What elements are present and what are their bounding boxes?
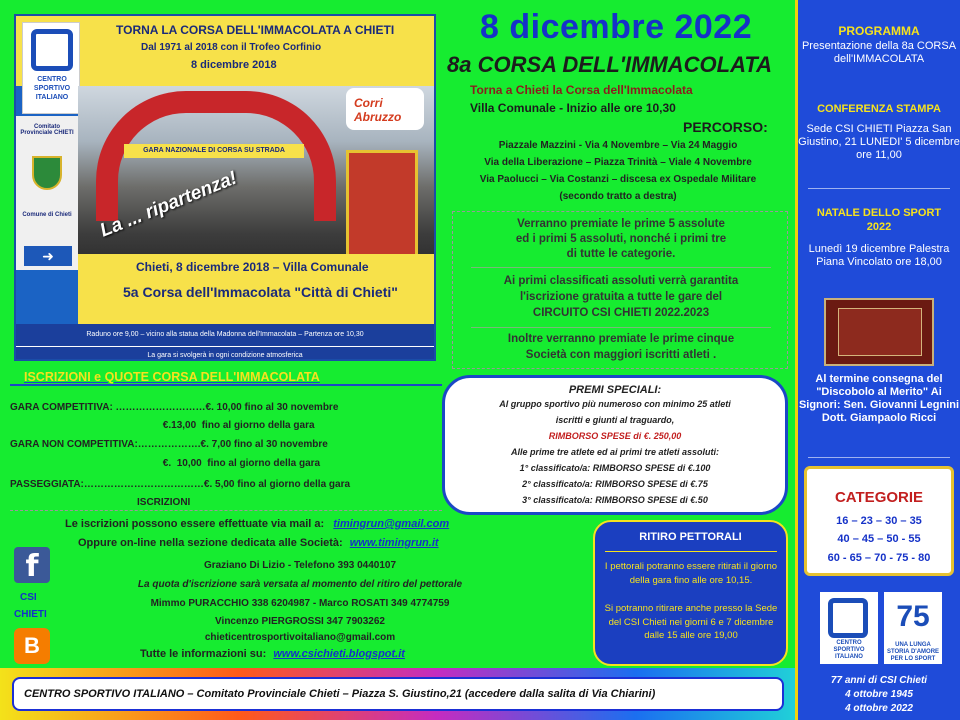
poster-photo <box>14 14 436 361</box>
programma-title: PROGRAMMA <box>838 24 920 38</box>
iscrizioni-subheading: ISCRIZIONI <box>137 497 191 508</box>
contact-email: chieticentrosportivoitaliano@gmail.com <box>204 632 396 643</box>
award-case-lid <box>838 308 922 356</box>
special-line: 1° classificato/a: RIMBORSO SPESE di €.100 <box>519 463 711 473</box>
quota-row: GARA NON COMPETITIVA:……………….€. 7,00 fino al 30 novembre <box>10 439 328 450</box>
right-divider <box>808 457 950 458</box>
prize-line: Inoltre verranno premiate le prime cinque <box>507 333 735 345</box>
categorie-row: 60 - 65 – 70 - 75 - 80 <box>827 552 931 564</box>
anniversary-line: 77 anni di CSI Chieti <box>830 675 928 686</box>
prize-line: ed i primi 5 assoluti, nonché i primi tre <box>515 233 727 245</box>
quota-row: €. 10,00 fino al giorno della gara <box>10 458 321 469</box>
categorie-title: CATEGORIE <box>834 489 924 506</box>
programma-text: Presentazione della 8a CORSA dell'IMMACOLATA <box>801 40 957 65</box>
book-cover-image <box>346 150 418 270</box>
logo-75-anni <box>884 592 942 664</box>
race-tagline: Torna a Chieti la Corsa dell'Immacolata <box>470 83 693 97</box>
logo-75-number: 75 <box>896 600 930 633</box>
special-line: Al gruppo sportivo più numeroso con minimo 25 atleti <box>499 399 731 409</box>
chieti-label: CHIETI <box>14 609 47 620</box>
poster-banner <box>78 254 436 324</box>
award-case-image <box>824 298 934 366</box>
corri-abruzzo-text: Corri Abruzzo <box>354 96 402 124</box>
blogger-icon[interactable]: B <box>14 628 50 664</box>
blog-link[interactable]: www.csichieti.blogspot.it <box>273 648 405 660</box>
special-prizes-box <box>442 375 788 515</box>
contact-line: Vincenzo PIERGROSSI 347 7903262 <box>215 616 385 627</box>
contact-line: Mimmo PURACCHIO 338 6204987 - Marco ROSATI 349 4774759 <box>150 598 450 609</box>
special-line: Alle prime tre atlete ed ai primi tre atleti assoluti: <box>510 447 720 457</box>
prize-line: Società con maggiori iscritti atleti . <box>525 349 717 361</box>
ritiro-divider <box>605 551 777 552</box>
poster-title: TORNA LA CORSA DELL'IMMACOLATA A CHIETI <box>116 23 395 37</box>
categorie-row: 40 – 45 – 50 - 55 <box>837 533 921 545</box>
csi-label: CSI <box>20 592 37 603</box>
online-info <box>78 537 439 549</box>
contact-line: La quota d'iscrizione sarà versata al momento del ritiro del pettorale <box>137 579 463 590</box>
prize-line: di tutte le categorie. <box>566 248 676 260</box>
poster-subtitle: Dal 1971 al 2018 con il Trofeo Corfinio <box>141 42 322 53</box>
right-divider <box>808 188 950 189</box>
csi-logo-small-text: CENTRO SPORTIVO ITALIANO <box>833 640 865 660</box>
online-info-text: Oppure on-line nella sezione dedicata alle Società: <box>78 537 343 549</box>
prize-divider <box>471 267 771 268</box>
footer-address: CENTRO SPORTIVO ITALIANO – Comitato Provinciale Chieti – Piazza S. Giustino,21 (accedere dalla salita di Via Chiarini) <box>12 677 784 711</box>
footer-bar <box>0 668 795 720</box>
csi-logo-small <box>820 592 878 664</box>
prize-line: CIRCUITO CSI CHIETI 2022.2023 <box>532 307 710 319</box>
quota-row: GARA COMPETITIVA: ………………………€. 10,00 fino al 30 novembre <box>10 402 339 413</box>
prize-line: Verranno premiate le prime 5 assolute <box>517 218 725 230</box>
iscrizioni-divider <box>10 510 442 511</box>
anniversary-line: 4 ottobre 1945 <box>845 689 913 700</box>
logo-75-subtitle: UNA LUNGA STORIA D'AMORE PER LO SPORT <box>886 642 940 662</box>
mail-info-text: Le iscrizioni possono essere effettuate via mail a: <box>65 518 325 530</box>
chieti-coat-of-arms-icon <box>32 156 62 190</box>
prizes-box <box>452 211 788 369</box>
route-line: Piazzale Mazzini - Via 4 Novembre – Via 24 Maggio <box>498 140 738 151</box>
csi-c-shape <box>31 29 73 71</box>
special-line: 3° classificato/a: RIMBORSO SPESE di €.50 <box>522 495 708 505</box>
csi-c-shape <box>828 598 868 638</box>
race-venue: Villa Comunale - Inizio alle ore 10,30 <box>470 101 676 115</box>
ritiro-title: RITIRO PETTORALI <box>639 531 742 543</box>
corri-abruzzo-logo <box>346 88 424 130</box>
poster-date: 8 dicembre 2018 <box>191 59 277 71</box>
blog-info <box>140 648 405 660</box>
timingrun-link[interactable]: www.timingrun.it <box>349 537 439 549</box>
prize-divider <box>471 327 771 328</box>
poster-banner-line2: 5a Corsa dell'Immacolata "Città di Chieti" <box>123 284 398 300</box>
event-date: 8 dicembre 2022 <box>480 8 753 46</box>
route-line: (secondo tratto a destra) <box>559 191 677 202</box>
prize-line: l'iscrizione gratuita a tutte le gare del <box>519 291 723 303</box>
blog-info-text: Tutte le informazioni su: <box>140 648 267 660</box>
anniversary-line: 4 ottobre 2022 <box>845 703 913 714</box>
poster-side-panel <box>16 116 78 270</box>
facebook-icon[interactable]: f <box>14 547 50 583</box>
csi-logo <box>22 22 80 114</box>
prize-line: Ai primi classificati assoluti verrà garantita <box>503 275 739 287</box>
route-line: Via della Liberazione – Piazza Trinità – Viale 4 Novembre <box>484 157 752 168</box>
conferenza-title: CONFERENZA STAMPA <box>817 103 941 115</box>
award-text: Al termine consegna del "Discobolo al Merito" Ai Signori: Sen. Giovanni Legnini Dott. Giampaolo Ricci <box>798 373 960 424</box>
contact-line: Graziano Di Lizio - Telefono 393 0440107 <box>203 560 397 571</box>
special-line: iscritti e giunti al traguardo, <box>555 415 675 425</box>
poster-weather-bar: La gara si svolgerà in ogni condizione atmosferica <box>16 346 434 361</box>
mail-link[interactable]: timingrun@gmail.com <box>333 518 450 530</box>
side-label-comitato: Comitato Provinciale CHIETI <box>20 124 74 136</box>
percorso-label: PERCORSO: <box>683 119 768 135</box>
natale-title: NATALE DELLO SPORT 2022 <box>816 207 942 233</box>
quota-row: PASSEGGIATA:………………………………€. 5,00 fino al giorno della gara <box>10 479 351 490</box>
natale-text: Lunedì 19 dicembre Palestra Piana Vincolato ore 18,00 <box>808 243 950 268</box>
arch-banner: GARA NAZIONALE DI CORSA SU STRADA <box>124 144 304 158</box>
quota-row: €.13,00 fino al giorno della gara <box>10 420 315 431</box>
ritiro-text: Si potranno ritirare anche presso la Sede del CSI Chieti nei giorni 6 e 7 dicembre dalle 15 alle ore 19,00 <box>604 603 778 641</box>
race-title: 8a CORSA DELL'IMMACOLATA <box>447 52 773 77</box>
iscrizioni-title: ISCRIZIONI e QUOTE CORSA DELL'IMMACOLATA <box>24 370 320 384</box>
special-prizes-title: PREMI SPECIALI: <box>568 384 662 396</box>
iscrizioni-underline <box>10 384 442 386</box>
special-line: 2° classificato/a: RIMBORSO SPESE di €.75 <box>522 479 708 489</box>
special-line: RIMBORSO SPESE di €. 250,00 <box>548 431 682 441</box>
ritiro-pettorali-box <box>593 520 788 666</box>
side-label-comune: Comune di Chieti <box>22 212 72 218</box>
arrow-right-icon: ➜ <box>24 246 72 266</box>
poster-info-bar: Raduno ore 9,00 – vicino alla statua della Madonna dell'Immacolata – Partenza ore 10,30 <box>16 324 434 346</box>
categorie-box <box>804 466 954 576</box>
poster-banner-line1: Chieti, 8 dicembre 2018 – Villa Comunale <box>136 260 369 274</box>
categorie-row: 16 – 23 – 30 – 35 <box>836 515 922 527</box>
ritiro-text: I pettorali potranno essere ritirati il giorno della gara fino alle ore 10,15. <box>604 561 778 586</box>
mail-info <box>65 518 449 530</box>
poster-slogan: La ... ripartenza! <box>97 167 241 242</box>
right-sidebar <box>795 0 960 720</box>
route-line: Via Paolucci – Via Costanzi – discesa ex Ospedale Militare <box>479 174 757 185</box>
csi-logo-text: CENTRO SPORTIVO ITALIANO <box>33 76 71 101</box>
conferenza-text: Sede CSI CHIETI Piazza San Giustino, 21 LUNEDI' 5 dicembre ore 11,00 <box>798 123 960 161</box>
